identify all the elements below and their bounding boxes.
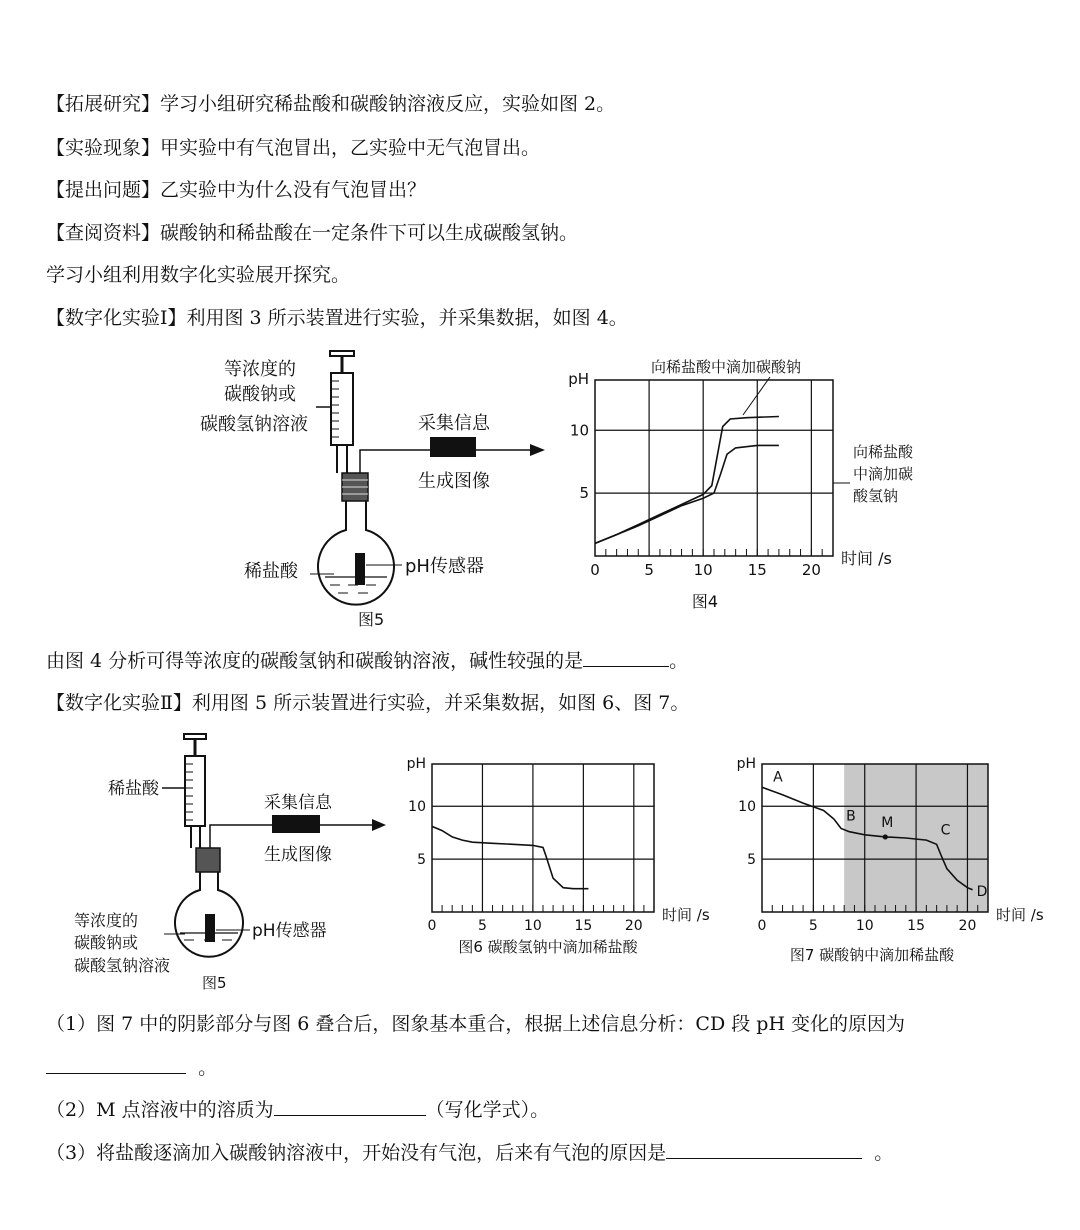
x-tick-label: 10 [855,918,874,934]
collect-info-label: 采集信息 [418,413,490,434]
x-tick-label: 0 [757,918,767,934]
point-label-a: A [773,769,783,786]
paragraph-expand-research: 【拓展研究】学习小组研究稀盐酸和碳酸钠溶液反应，实验如图 2。 [46,93,616,115]
x-tick-label: 5 [808,918,818,934]
x-tick-label: 15 [747,561,767,579]
y-axis-label: pH [568,370,589,388]
y-tick-label: 10 [738,798,756,815]
leader-line-1 [743,377,770,415]
syringe-label-2: 碳酸钠或 [224,384,296,405]
paragraph-digital-exp-1: 【数字化实验Ⅰ】利用图 3 所示装置进行实验，并采集数据，如图 4。 [46,307,628,329]
question-3-text: （3）将盐酸逐滴加入碳酸钠溶液中，开始没有气泡，后来有气泡的原因是 [46,1142,667,1164]
ph-sensor-label: pH传感器 [405,556,484,577]
flask-label-b-3: 碳酸氢钠溶液 [74,956,171,975]
series-line-1 [432,826,588,888]
answer-blank-q2[interactable] [274,1097,426,1116]
x-tick-label: 15 [574,918,593,934]
x-tick-label: 10 [523,918,542,934]
conclusion-text: 由图 4 分析可得等浓度的碳酸氢钠和碳酸钠溶液，碱性较强的是 [46,650,584,672]
series-line-1 [595,417,779,544]
paragraph-conclusion [46,648,688,673]
chart-caption: 图7 碳酸钠中滴加稀盐酸 [789,946,955,964]
syringe-plunger-cap [330,351,354,356]
question-2-text: （2）M 点溶液中的溶质为 [46,1099,274,1121]
x-tick-label: 0 [590,561,600,579]
paragraph-question: 【提出问题】乙实验中为什么没有气泡冒出？ [46,179,427,201]
syringe-label-3: 碳酸氢钠溶液 [200,414,308,435]
chart-fig6 [398,748,728,970]
answer-blank-q1[interactable] [46,1055,186,1074]
data-logger-box-2 [272,815,320,833]
question-1-answer-line [46,1055,217,1080]
point-m-marker [883,834,888,839]
answer-blank-1[interactable] [583,648,669,667]
plot-frame [432,764,654,912]
x-tick-label: 20 [624,918,643,934]
data-logger-box [430,437,476,457]
rubber-stopper-2 [196,848,220,872]
answer-blank-q3[interactable] [666,1140,862,1159]
apparatus-figure-bottom [60,730,400,995]
y-tick-label: 10 [569,421,589,440]
series-label-bicarbonate-3: 酸氢钠 [853,487,899,505]
x-axis-label: 时间 /s [841,549,892,568]
conclusion-end: 。 [669,650,689,672]
figure-caption-b: 图5 [202,974,227,992]
arrow-head [530,444,545,456]
x-tick-label: 20 [958,918,977,934]
y-tick-label: 5 [579,484,589,503]
syringe-barrel-2 [185,756,205,826]
paragraph-digital-exp-2: 【数字化实验Ⅱ】利用图 5 所示装置进行实验，并采集数据，如图 6、图 7。 [46,692,690,714]
chart-fig7 [722,748,1062,970]
flask-label-b-1: 等浓度的 [74,911,139,930]
x-axis-label: 时间 /s [996,906,1044,924]
question-1-end: 。 [198,1057,218,1079]
apparatus-figure-top [190,345,560,635]
point-label-b: B [846,808,856,825]
paragraph-phenomenon: 【实验现象】甲实验中有气泡冒出，乙实验中无气泡冒出。 [46,137,541,159]
x-tick-label: 5 [644,561,654,579]
y-tick-label: 10 [408,798,426,815]
x-tick-label: 5 [477,918,487,934]
x-axis-label: 时间 /s [662,906,710,924]
question-2 [46,1097,549,1122]
collect-info-label-b: 采集信息 [264,793,332,813]
round-flask [318,501,394,605]
series-line-2 [595,445,779,543]
y-tick-label: 5 [417,851,426,868]
question-1: （1）图 7 中的阴影部分与图 6 叠合后，图象基本重合，根据上述信息分析：CD 段 pH 变化的原因为 [46,1013,906,1035]
paragraph-inquiry: 学习小组利用数字化实验展开探究。 [46,264,351,286]
x-tick-label: 0 [427,918,437,934]
ph-sensor-probe [355,553,365,585]
chart-caption: 图4 [691,592,719,611]
point-label-d: D [976,883,988,900]
flask-label: 稀盐酸 [244,561,298,582]
x-tick-label: 10 [693,561,713,579]
ph-sensor-label-b: pH传感器 [252,921,327,941]
chart-fig4 [555,355,925,620]
syringe-label-1: 等浓度的 [224,359,296,380]
syringe-label-b: 稀盐酸 [108,779,159,799]
flask-label-b-2: 碳酸钠或 [74,933,139,952]
series-label-bicarbonate-2: 中滴加碳 [853,465,914,483]
generate-image-label-b: 生成图像 [264,845,332,865]
y-tick-label: 5 [747,851,756,868]
point-label-m: M [881,814,894,831]
series-label-sodium-carbonate: 向稀盐酸中滴加碳酸钠 [651,358,802,376]
x-tick-label: 15 [907,918,926,934]
y-axis-label: pH [736,756,756,772]
question-2-end: （写化学式）。 [425,1099,550,1121]
paragraph-reference: 【查阅资料】碳酸钠和稀盐酸在一定条件下可以生成碳酸氢钠。 [46,222,579,244]
syringe-barrel [331,373,353,445]
chart-caption: 图6 碳酸氢钠中滴加稀盐酸 [458,938,638,956]
generate-image-label: 生成图像 [418,471,490,492]
y-axis-label: pH [406,756,426,772]
x-tick-label: 20 [801,561,821,579]
question-3-end: 。 [874,1142,894,1164]
question-3 [46,1140,893,1165]
point-label-c: C [940,822,951,839]
figure-caption: 图5 [358,610,385,629]
series-label-bicarbonate-1: 向稀盐酸 [853,443,914,461]
